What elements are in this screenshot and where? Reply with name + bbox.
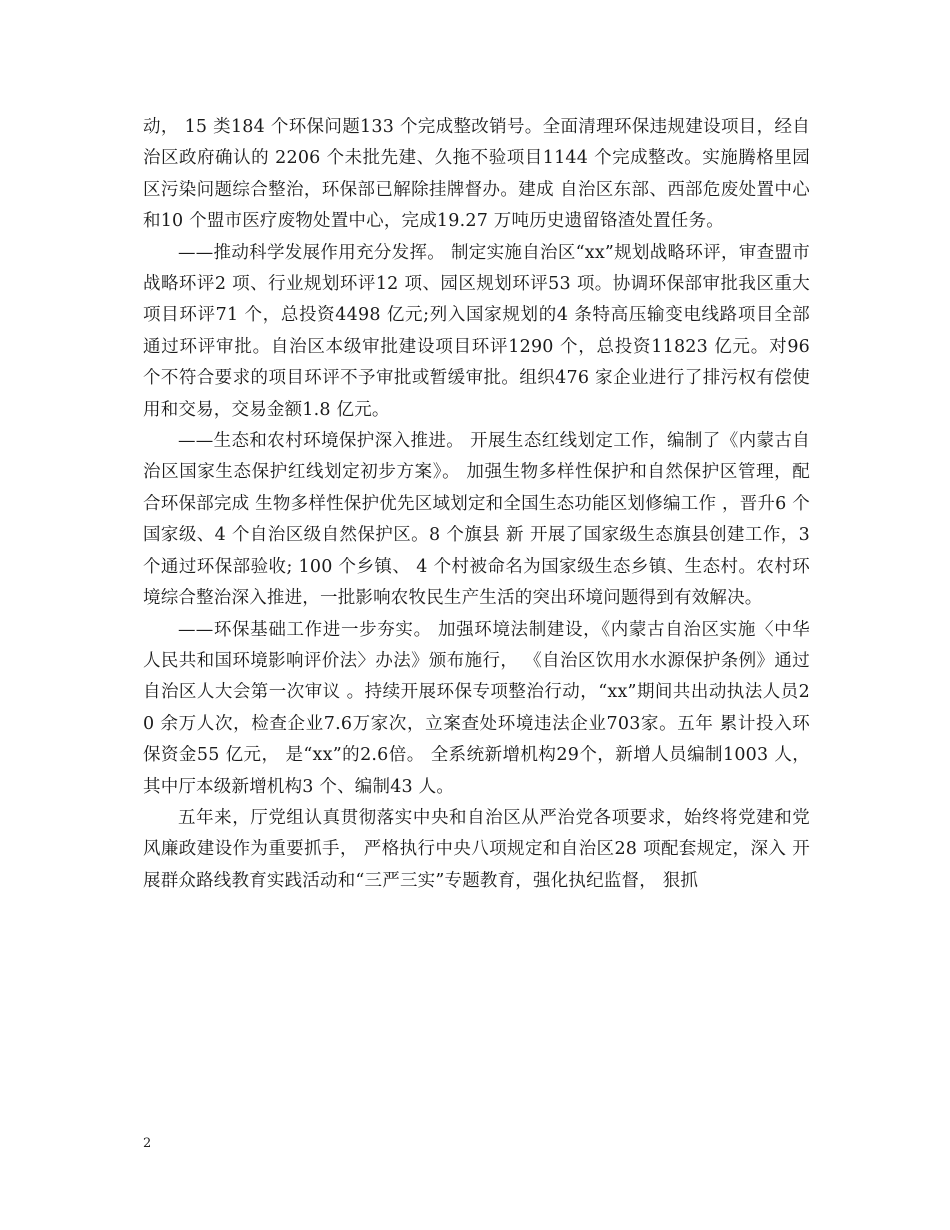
paragraph-1: 动， 15 类184 个环保问题133 个完成整改销号。全面清理环保违规建设项目，经自治区政府确认的 2206 个未批先建、久拖不验项目1144 个完成整改。实施腾格里园区污染问题综合整治，环保部已解除挂牌督办。建成 自治区东部、西部危废处置中心和10 个盟市医疗废物处置中心，完成19.27 万吨历史遗留铬渣处置任务。 [143, 117, 810, 232]
paragraph-3: ——生态和农村环境保护深入推进。 开展生态红线划定工作，编制了《内蒙古自治区国家生态保护红线划定初步方案》。 加强生物多样性保护和自然保护区管理，配合环保部完成 生物多样性保护优先区域划定和全国生态功能区划修编工作 ，晋升6 个国家级、4 个自治区级自然保护区。8 个旗县 新 开展了国家级生态旗县创建工作，3 个通过环保部验收; 100 个乡镇、 4 个村被命名为国家级生态乡镇、生态村。农村环境综合整治深入推进，一批影响农牧民生产生活的突出环境问题得到有效解决。 [143, 431, 810, 609]
paragraph-2: ——推动科学发展作用充分发挥。 制定实施自治区“xx”规划战略环评，审查盟市战略环评2 项、行业规划环评12 项、园区规划环评53 项。协调环保部审批我区重大项目环评71 个，总投资4498 亿元;列入国家规划的4 条特高压输变电线路项目全部通过环评审批。自治区本级审批建设项目环评1290 个，总投资11823 亿元。对96 个不符合要求的项目环评不予审批或暂缓审批。组织476 家企业进行了排污权有偿使用和交易，交易金额1.8 亿元。 [143, 242, 810, 420]
paragraph-4: ——环保基础工作进一步夯实。 加强环境法制建设，《内蒙古自治区实施〈中华人民共和国环境影响评价法〉办法》颁布施行， 《自治区饮用水水源保护条例》通过自治区人大会第一次审议 。持续开展环保专项整治行动，“xx”期间共出动执法人员20 余万人次，检查企业7.6万家次，立案查处环境违法企业703家。五年 累计投入环保资金55 亿元， 是“xx”的2.6倍。 全系统新增机构29个，新增人员编制1003 人，其中厅本级新增机构3 个、编制43 人。 [143, 619, 810, 797]
document-body [143, 112, 810, 897]
paragraph-5: 五年来，厅党组认真贯彻落实中央和自治区从严治党各项要求，始终将党建和党风廉政建设作为重要抓手， 严格执行中央八项规定和自治区28 项配套规定，深入 开展群众路线教育实践活动和“三严三实”专题教育，强化执纪监督， 狠抓 [143, 807, 810, 891]
page-number: 2 [143, 1136, 152, 1151]
